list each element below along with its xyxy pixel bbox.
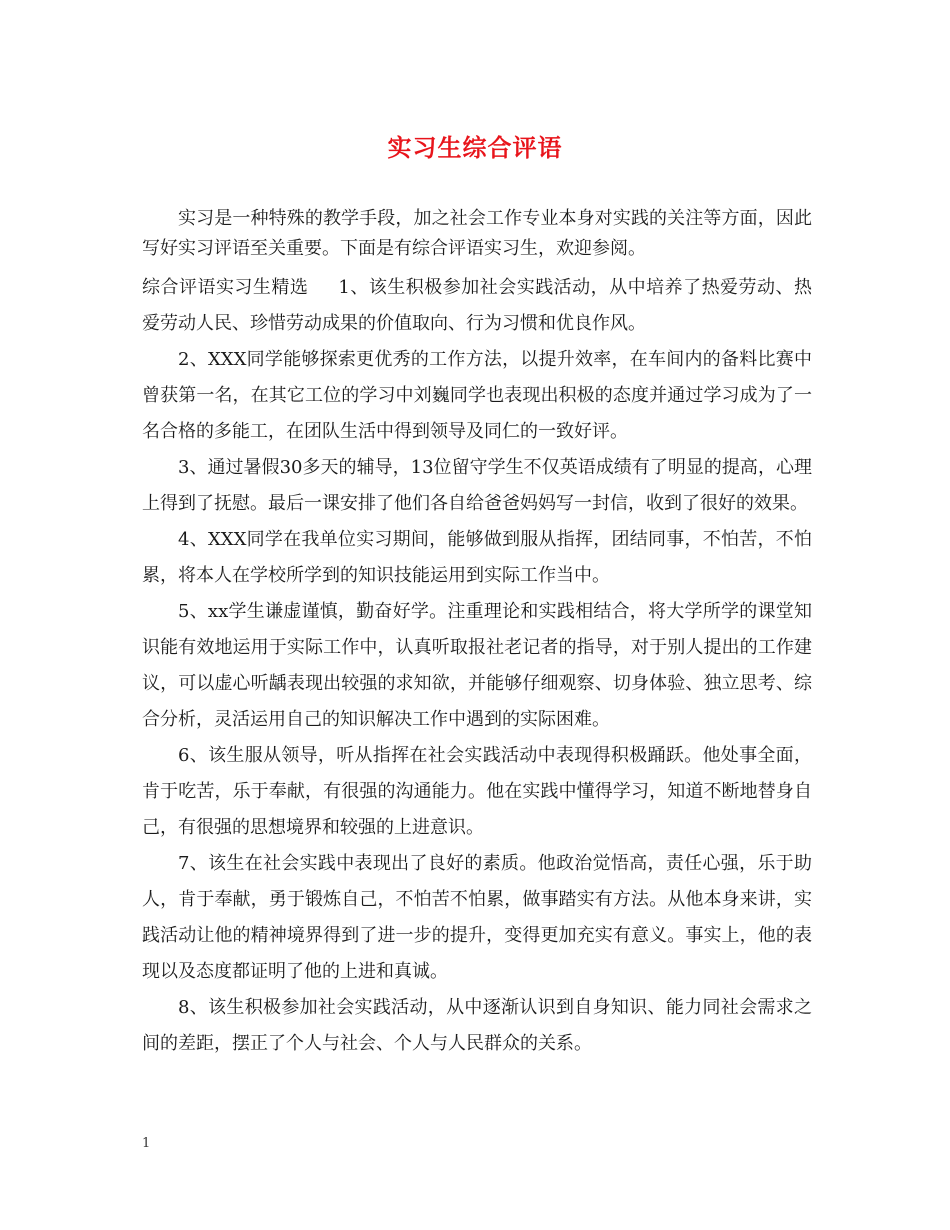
item-8: 8、该生积极参加社会实践活动，从中逐渐认识到自身知识、能力同社会需求之间的差距，摆正了个人与社会、个人与人民群众的关系。 (142, 997, 812, 1054)
page-number: 1 (142, 1136, 151, 1151)
item-1: 1、该生积极参加社会实践活动，从中培养了热爱劳动、热爱劳动人民、珍惜劳动成果的价值取向、行为习惯和优良作风。 (142, 277, 813, 334)
item-2: 2、XXX同学能够探索更优秀的工作方法，以提升效率，在车间内的备料比赛中曾获第一名，在其它工位的学习中刘巍同学也表现出积极的态度并通过学习成为了一名合格的多能工，在团队生活中得到领导及同仁的一致好评。 (142, 349, 812, 442)
item-6: 6、该生服从领导，听从指挥在社会实践活动中表现得积极踊跃。他处事全面，肯于吃苦，乐于奉献，有很强的沟通能力。他在实践中懂得学习，知道不断地替身自己，有很强的思想境界和较强的上进意识。 (142, 745, 812, 838)
section-paragraph-1 (142, 270, 812, 342)
item-5: 5、xx学生谦虚谨慎，勤奋好学。注重理论和实践相结合，将大学所学的课堂知识能有效地运用于实际工作中，认真听取报社老记者的指导，对于别人提出的工作建议，可以虚心听龋表现出较强的求知欲，并能够仔细观察、切身体验、独立思考、综合分析，灵活运用自己的知识解决工作中遇到的实际困难。 (142, 601, 812, 730)
document-body (142, 204, 812, 1062)
intro-paragraph: 实习是一种特殊的教学手段，加之社会工作专业本身对实践的关注等方面，因此写好实习评语至关重要。下面是有综合评语实习生，欢迎参阅。 (142, 208, 812, 259)
item-3: 3、通过暑假30多天的辅导，13位留守学生不仅英语成绩有了明显的提高，心理上得到了抚慰。最后一课安排了他们各自给爸爸妈妈写一封信，收到了很好的效果。 (142, 457, 812, 514)
item-4: 4、XXX同学在我单位实习期间，能够做到服从指挥，团结同事，不怕苦，不怕累，将本人在学校所学到的知识技能运用到实际工作当中。 (142, 529, 812, 586)
item-7: 7、该生在社会实践中表现出了良好的素质。他政治觉悟高，责任心强，乐于助人，肯于奉献，勇于锻炼自己，不怕苦不怕累，做事踏实有方法。从他本身来讲，实践活动让他的精神境界得到了进一步的提升，变得更加充实有意义。事实上，他的表现以及态度都证明了他的上进和真诚。 (142, 853, 812, 982)
section-heading: 综合评语实习生精选 (142, 277, 309, 298)
document-title: 实习生综合评语 (387, 133, 563, 162)
